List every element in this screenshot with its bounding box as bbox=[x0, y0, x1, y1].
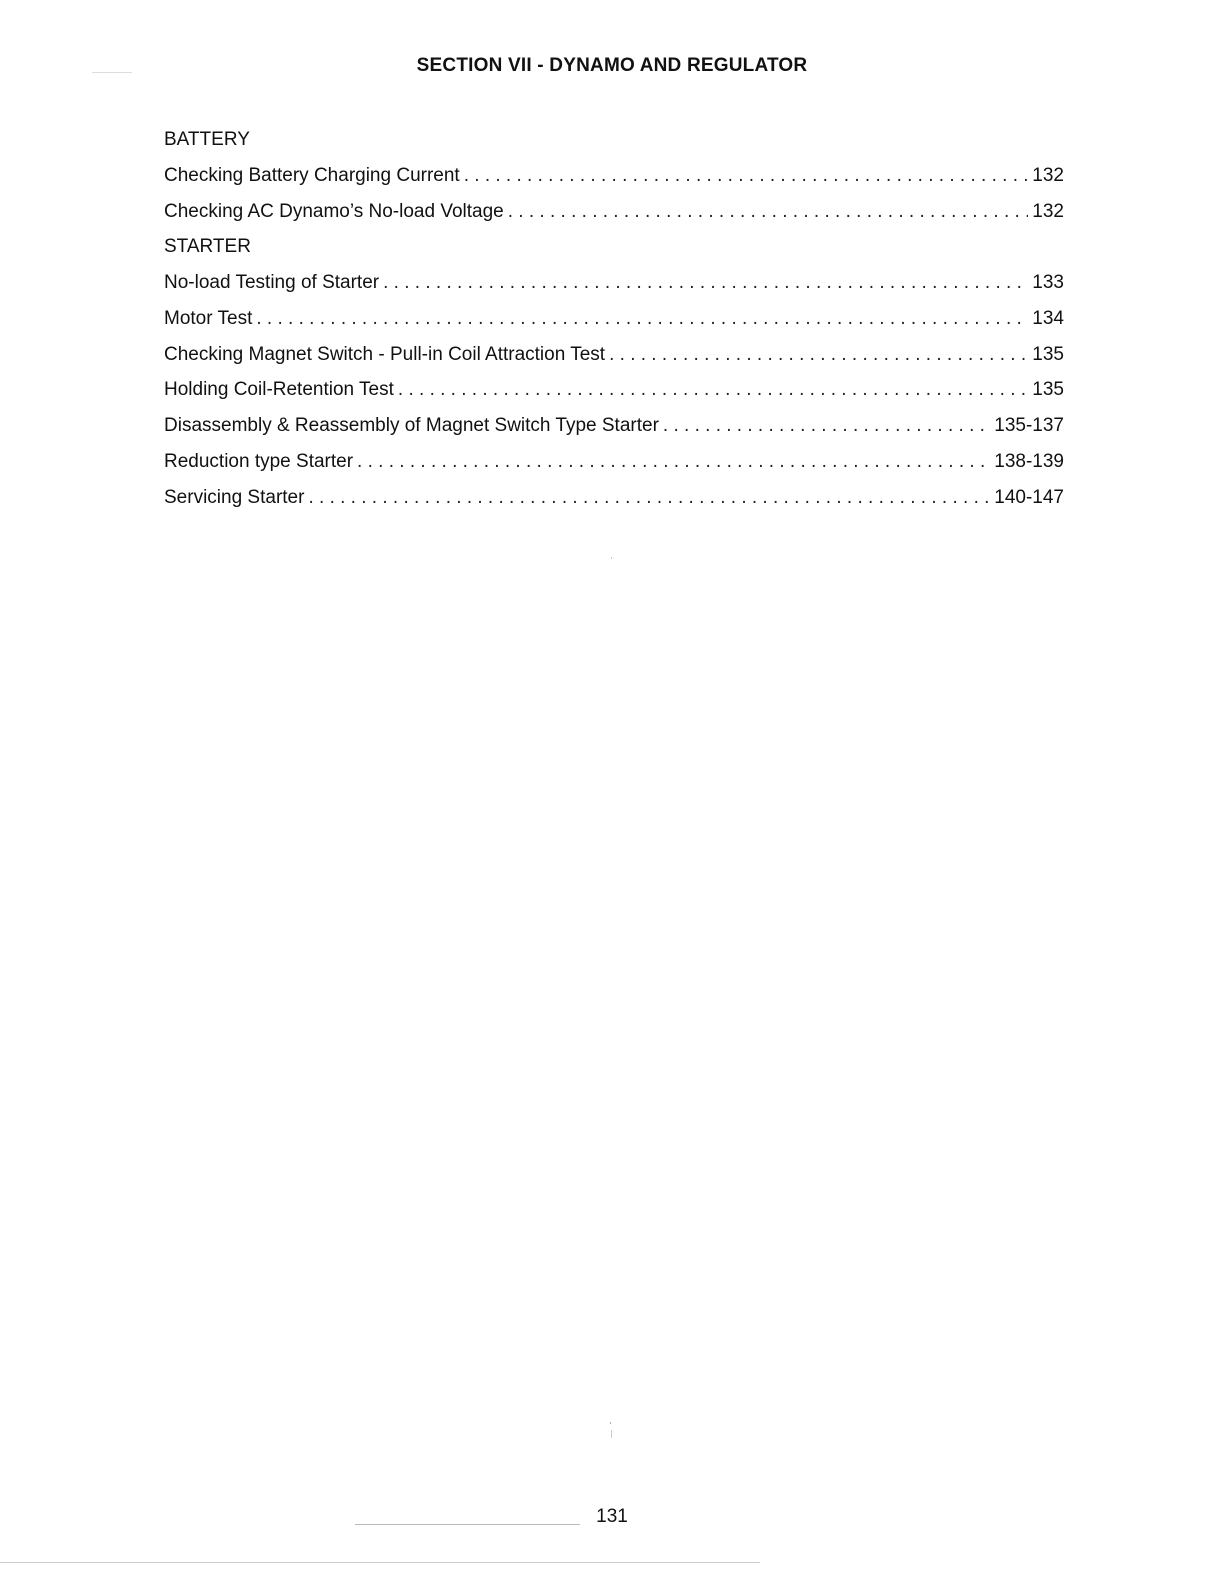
scan-artifact-dot bbox=[610, 1422, 611, 1424]
toc-leader-dots bbox=[256, 301, 1028, 337]
toc-entry-page: 133 bbox=[1032, 272, 1064, 294]
toc-entry-page: 132 bbox=[1032, 200, 1064, 222]
toc-entry-title: Servicing Starter bbox=[164, 486, 305, 508]
toc-entry-title: Checking Magnet Switch - Pull-in Coil Attraction Test bbox=[164, 343, 606, 365]
toc-entry-title: Holding Coil-Retention Test bbox=[164, 379, 394, 401]
toc-heading-starter: STARTER bbox=[164, 236, 251, 258]
toc-entry-page: 140-147 bbox=[994, 486, 1064, 508]
toc-leader-dots bbox=[508, 194, 1029, 230]
toc-entry-page: 132 bbox=[1032, 165, 1064, 186]
toc-entry bbox=[164, 372, 1064, 408]
section-title: SECTION VII - DYNAMO AND REGULATOR bbox=[416, 55, 808, 76]
toc-entry-title: Checking Battery Charging Current bbox=[164, 165, 460, 186]
scan-artifact-dot bbox=[611, 557, 612, 559]
scan-artifact-dot bbox=[611, 1430, 612, 1438]
toc-entry bbox=[164, 408, 1064, 444]
scan-artifact-line bbox=[92, 72, 132, 73]
toc-leader-dots bbox=[464, 158, 1029, 194]
toc-leader-dots bbox=[609, 337, 1028, 373]
toc-heading-battery: BATTERY bbox=[164, 129, 250, 150]
toc-leader-dots bbox=[383, 265, 1028, 301]
toc-entry bbox=[164, 194, 1064, 230]
toc-entry-title: Checking AC Dynamo’s No-load Voltage bbox=[164, 200, 504, 222]
table-of-contents bbox=[164, 122, 1064, 515]
page-number: 131 bbox=[596, 1506, 628, 1527]
toc-leader-dots bbox=[398, 372, 1028, 408]
toc-entry-title: Disassembly & Reassembly of Magnet Switch Type Starter bbox=[164, 415, 659, 437]
toc-leader-dots bbox=[663, 408, 990, 444]
toc-entry-page: 138-139 bbox=[994, 450, 1064, 472]
toc-entry-page: 135 bbox=[1032, 379, 1064, 401]
scan-artifact-line bbox=[0, 1562, 760, 1563]
toc-entry-title: Motor Test bbox=[164, 308, 253, 330]
toc-leader-dots bbox=[308, 480, 990, 516]
scan-artifact-line bbox=[355, 1524, 580, 1525]
toc-entry bbox=[164, 158, 1064, 194]
toc-entry-title: No-load Testing of Starter bbox=[164, 272, 380, 294]
toc-leader-dots bbox=[357, 444, 990, 480]
toc-entry-page: 135 bbox=[1032, 343, 1064, 365]
toc-entry bbox=[164, 301, 1064, 337]
toc-entry bbox=[164, 265, 1064, 301]
toc-entry bbox=[164, 444, 1064, 480]
toc-entry-title: Reduction type Starter bbox=[164, 450, 354, 472]
toc-entry bbox=[164, 480, 1064, 516]
toc-entry-page: 135-137 bbox=[994, 415, 1064, 437]
toc-entry bbox=[164, 337, 1064, 373]
toc-entry-page: 134 bbox=[1032, 308, 1064, 330]
